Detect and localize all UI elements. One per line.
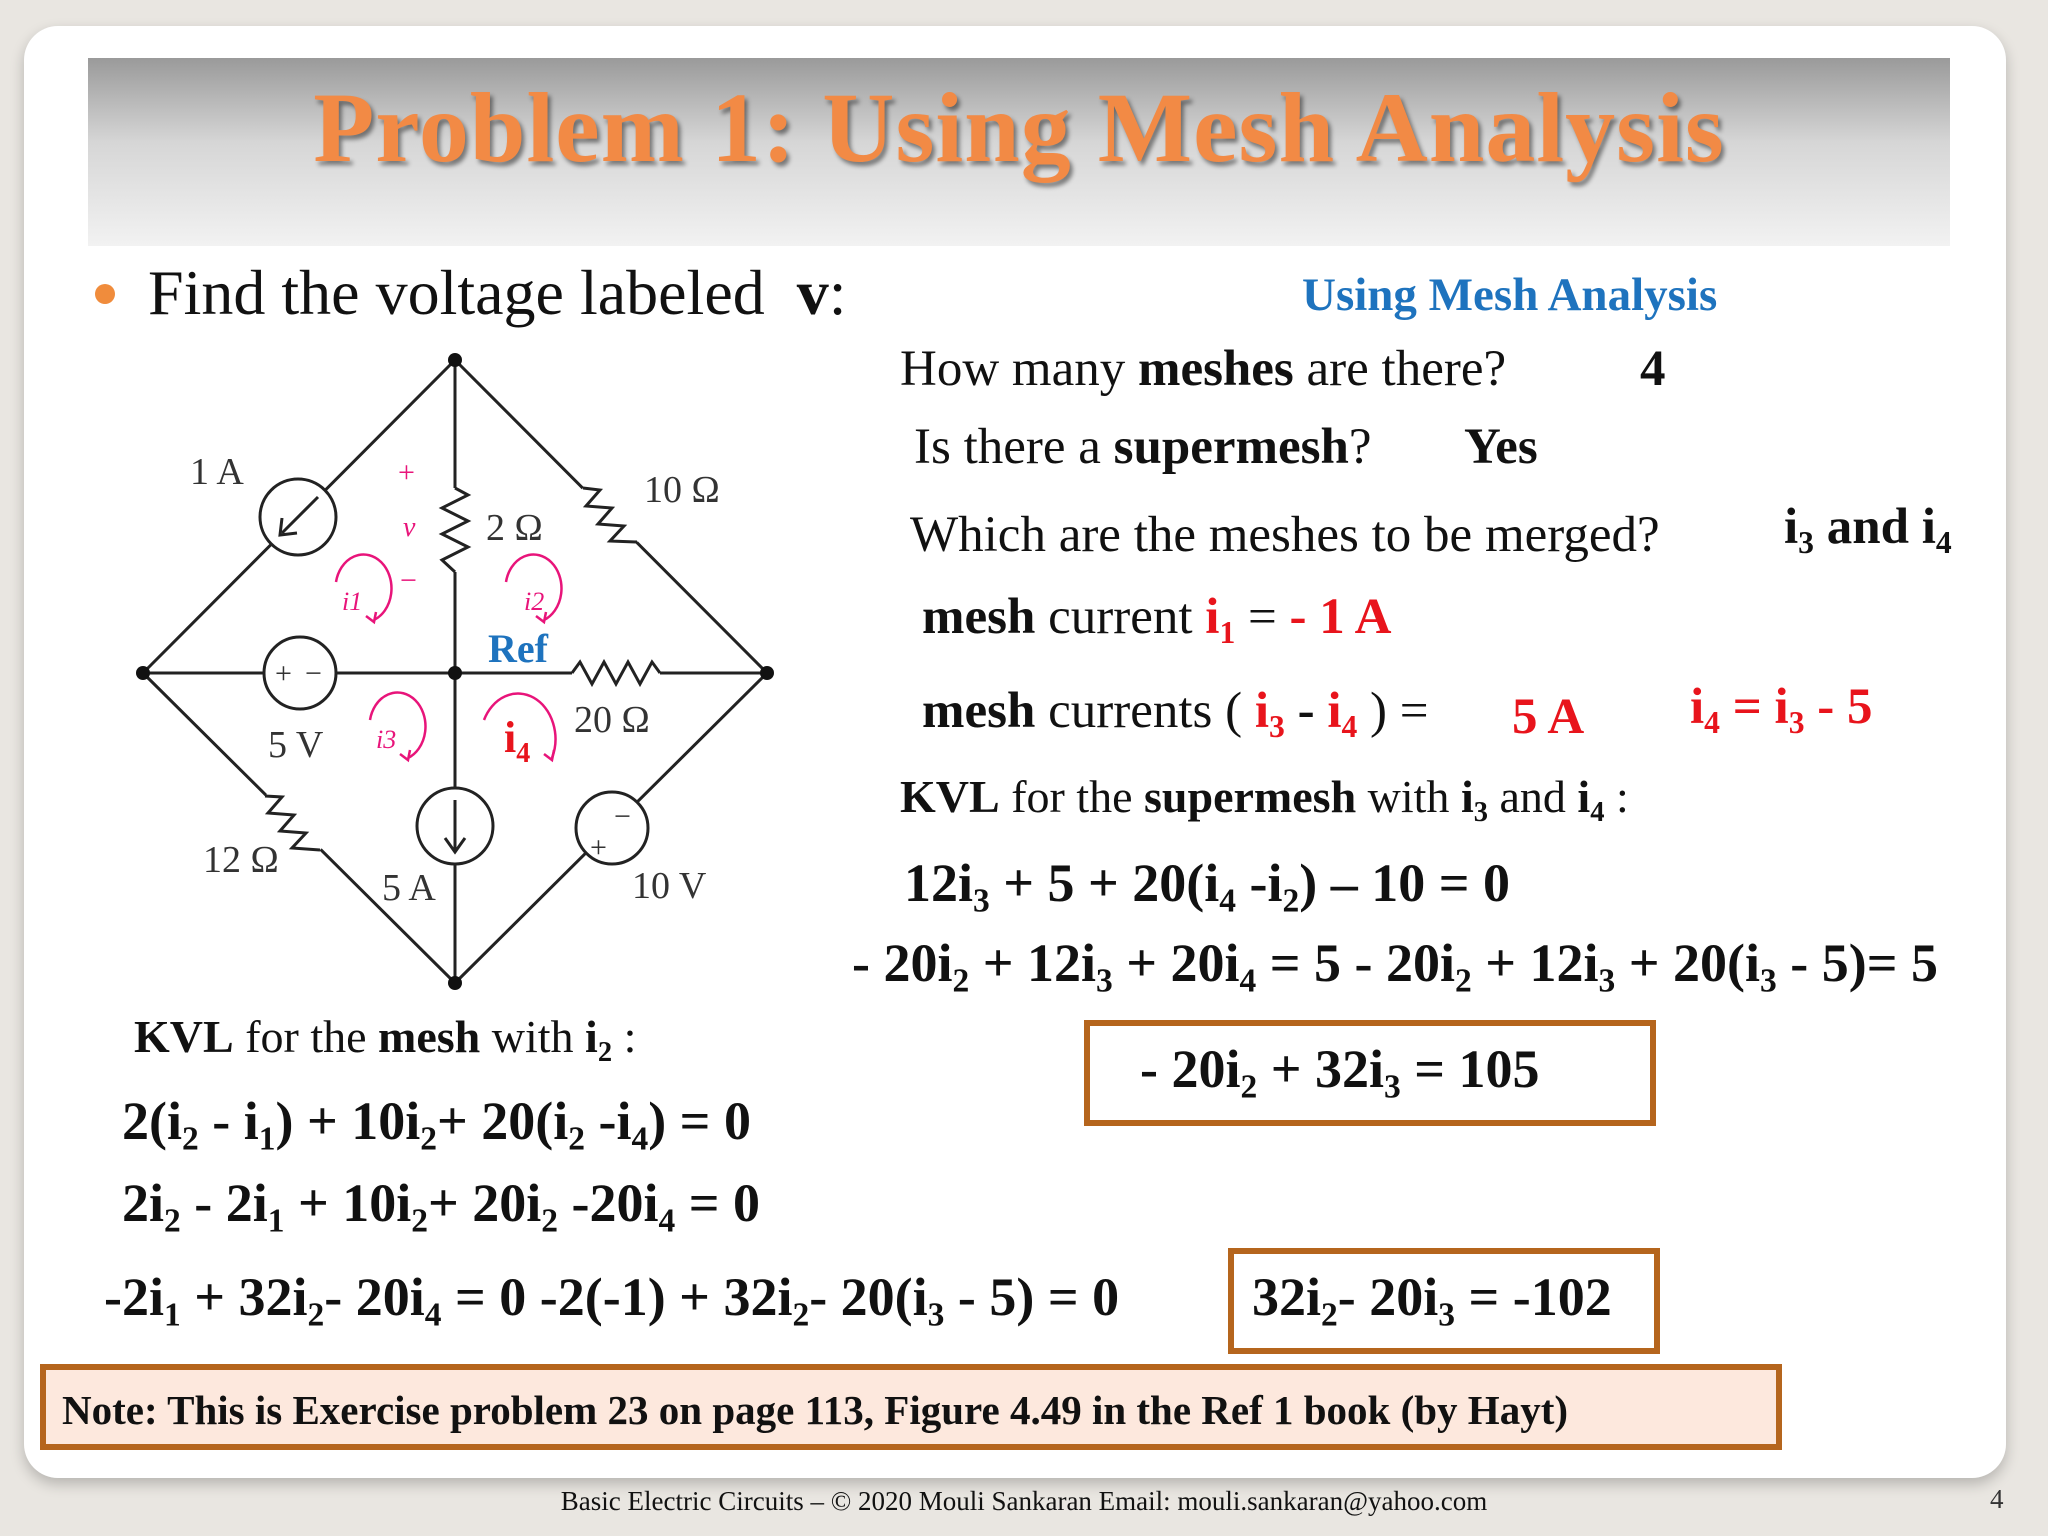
node-top — [448, 353, 462, 367]
label-1a: 1 A — [190, 451, 244, 493]
equation-mesh2-2: $2i_2 - 2i_1 + 10i_2+ 20i_2$ $-20i_4 = 0$ — [122, 1173, 761, 1240]
vs10-minus: − — [614, 800, 631, 833]
equation-supermesh-1: $12i_3 + 5 + 20(i_4$ $-i_2) - 10 = 0$ — [904, 853, 1511, 920]
kvl-supermesh-heading: KVL for the supermesh with $i_3$ and $i_4$ : — [900, 771, 1629, 829]
label-10v: 10 V — [632, 865, 707, 907]
bullet-label: Find the voltage labeled — [148, 257, 765, 328]
equation-mesh2-3: $-2i_1 + 32i_2-$ $20i_4 = 0$ $-2(-1) + 32i_2-$ $20(i_3 - 5) = 0$ — [104, 1267, 1120, 1334]
mesh34-currents: mesh currents ( $i_3 - i_4$ ) = — [922, 683, 1429, 745]
vs5-plus: + — [275, 657, 292, 690]
vs10-plus: + — [590, 831, 607, 864]
mesh1-current: mesh current $i_1$ = - 1 A — [922, 589, 1392, 651]
footer: Basic Electric Circuits – © 2020 Mouli Sankaran Email: mouli.sankaran@yahoo.com — [560, 1486, 1488, 1516]
resistor-2ohm — [440, 488, 470, 572]
label-i2: i2 — [524, 587, 545, 616]
equation-result-2: $32i_2-$ $20i_3 = -102$ — [1252, 1267, 1612, 1334]
label-12ohm: 12 Ω — [203, 839, 279, 881]
page-number: 4 — [1990, 1484, 2004, 1514]
label-5v: 5 V — [268, 724, 324, 766]
bullet-icon — [95, 284, 115, 304]
resistor-20ohm — [572, 662, 660, 684]
note-text: Note: This is Exercise problem 23 on page 113, Figure 4.49 in the Ref 1 book (by Hayt) — [62, 1387, 1569, 1433]
equation-result-1: - $20i_2 + 32i_3 = 105$ — [1140, 1039, 1540, 1106]
voltage-source-10v — [576, 792, 648, 864]
label-5a: 5 A — [382, 867, 436, 909]
label-i3: i3 — [376, 725, 397, 754]
label-20ohm: 20 Ω — [574, 699, 650, 741]
i4-relation: $i_4 = i_3 - 5$ — [1690, 679, 1873, 741]
label-i1: i1 — [342, 587, 363, 616]
label-ref: Ref — [488, 626, 548, 671]
equation-supermesh-2: - $20i_2 + 12i_3 + 20i_4 = 5 - 20i_2 + 12i_3 + 20(i_3 - 5)= 5$ — [852, 933, 1939, 1000]
node-left — [136, 666, 150, 680]
bullet-variable: v — [796, 257, 829, 328]
node-center — [448, 666, 462, 680]
question-meshes: How many meshes are there? — [900, 341, 1507, 397]
node-right — [760, 666, 774, 680]
current-source-5a — [417, 788, 493, 864]
question-merge: Which are the meshes to be merged? — [910, 507, 1660, 563]
answer-meshes: 4 — [1640, 341, 1666, 397]
bullet-colon: : — [828, 257, 847, 328]
question-supermesh: Is there a supermesh? — [914, 419, 1372, 475]
kvl-mesh2-heading: KVL for the mesh with $i_2$ : — [134, 1011, 637, 1069]
answer-supermesh: Yes — [1464, 419, 1538, 475]
label-2ohm: 2 Ω — [486, 507, 543, 549]
slide-title: Problem 1: Using Mesh Analysis — [313, 72, 1725, 183]
node-bottom — [448, 976, 462, 990]
label-i4: $i_4$ — [504, 713, 531, 769]
resistor-10ohm — [583, 488, 637, 542]
equation-mesh2-1: $2(i_2 - i_1) + 10i_2+ 20(i_2$ $-i_4) = 0$ — [122, 1091, 751, 1158]
label-10ohm: 10 Ω — [644, 469, 720, 511]
vs5-minus: − — [305, 657, 322, 690]
label-v: v — [403, 512, 416, 543]
answer-merge: $i_3$ and $i_4$ — [1784, 499, 1952, 561]
subtitle: Using Mesh Analysis — [1302, 269, 1718, 321]
mesh34-value: 5 A — [1512, 689, 1585, 745]
v-minus: − — [400, 564, 417, 597]
circuit-diagram — [130, 340, 800, 1020]
bullet-text — [148, 256, 847, 330]
current-source-1a — [260, 479, 336, 555]
v-plus: + — [398, 456, 415, 489]
